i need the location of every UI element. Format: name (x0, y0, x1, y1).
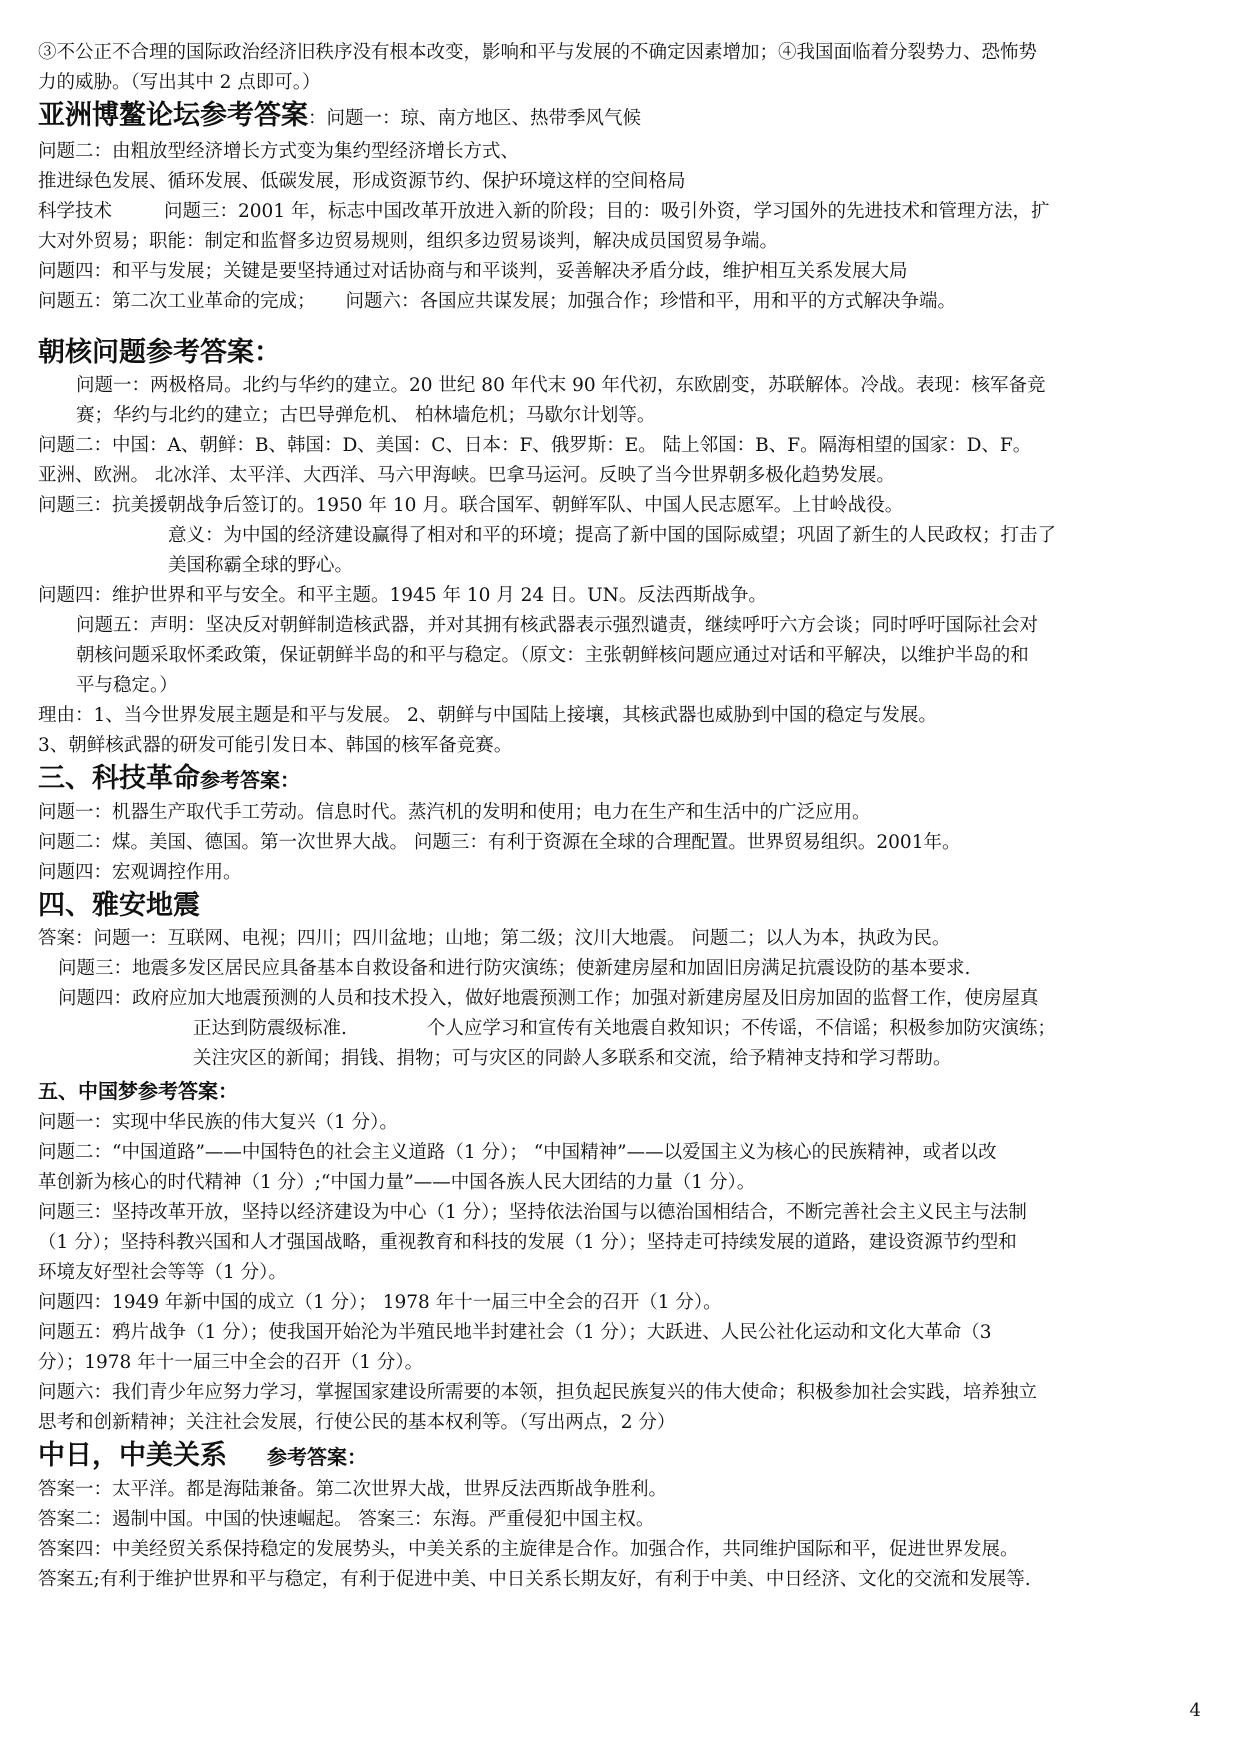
answer-line: 亚洲、欧洲。 北冰洋、太平洋、大西洋、马六甲海峡。巴拿马运河。反映了当今世界朝多极化趋势发展。 (38, 465, 895, 486)
answer-line: 问题二：“中国道路”——中国特色的社会主义道路（1 分）； “中国精神”——以爱国主义为核心的民族精神，或者以改 (38, 1142, 997, 1163)
answer-line: 赛；华约与北约的建立；古巴导弹危机、 柏林墙危机；马歇尔计划等。 (76, 405, 656, 426)
answer-line: 理由：1、当今世界发展主题是和平与发展。 2、朝鲜与中国陆上接壤，其核武器也威胁到中国的稳定与发展。 (38, 705, 937, 726)
heading-tail: 参考答案： (267, 1445, 367, 1469)
answer-line: 意义：为中国的经济建设赢得了相对和平的环境；提高了新中国的国际威望；巩固了新生的人民政权；打击了 (168, 525, 1057, 546)
page-number: 4 (1189, 1700, 1201, 1721)
answer-line: 问题四：宏观调控作用。 (38, 862, 242, 883)
answer-fragment: 科学技术 (38, 201, 113, 222)
section-heading-nuclear: 朝核问题参考答案： (38, 337, 281, 368)
answer-fragment: 问题五：第二次工业革命的完成； (38, 291, 316, 312)
answer-line (38, 1014, 1201, 1044)
answer-line: 问题二：由粗放型经济增长方式变为集约型经济增长方式、 (38, 141, 520, 162)
answer-line: 答案一：太平洋。都是海陆兼备。第二次世界大战，世界反法西斯战争胜利。 (38, 1479, 668, 1500)
answer-line: 美国称霸全球的野心。 (168, 555, 354, 576)
answer-line: 答案五;有利于维护世界和平与稳定，有利于促进中美、中日关系长期友好，有利于中美、中日经济、文化的交流和发展等. (38, 1569, 1031, 1590)
heading-text: 中日，中美关系 (38, 1440, 227, 1471)
answer-line: 大对外贸易；职能：制定和监督多边贸易规则，组织多边贸易谈判，解决成员国贸易争端。 (38, 231, 779, 252)
answer-line: 问题六：我们青少年应努力学习，掌握国家建设所需要的本领，担负起民族复兴的伟大使命；积极参加社会实践，培养独立 (38, 1382, 1038, 1403)
answer-fragment: 个人应学习和宣传有关地震自救知识；不传谣，不信谣；积极参加防灾演练； (426, 1018, 1056, 1039)
answer-line: 革创新为核心的时代精神（1 分）;“中国力量”——中国各族人民大团结的力量（1 分）。 (38, 1172, 756, 1193)
answer-line: 问题四：维护世界和平与安全。和平主题。1945 年 10 月 24 日。UN。反法西斯战争。 (38, 585, 767, 606)
answer-line: 问题三：地震多发区居民应具备基本自救设备和进行防灾演练；使新建房屋和加固旧房满足抗震设防的基本要求. (58, 958, 971, 979)
answer-fragment: 问题六：各国应共谋发展；加强合作；珍惜和平，用和平的方式解决争端。 (345, 291, 957, 312)
answer-line: 平与稳定。） (76, 675, 178, 696)
answer-line: 朝核问题采取怀柔政策，保证朝鲜半岛的和平与稳定。（原文：主张朝鲜核问题应通过对话和平解决，以维护半岛的和 (76, 645, 1029, 666)
answer-line: 问题二：煤。美国、德国。第一次世界大战。 问题三：有利于资源在全球的合理配置。世界贸易组织。2001年。 (38, 832, 961, 853)
answer-line: （1 分）；坚持科教兴国和人才强国战略，重视教育和科技的发展（1 分）；坚持走可持续发展的道路，建设资源节约型和 (38, 1232, 1017, 1253)
answer-line (38, 197, 1201, 227)
answer-line: 推进绿色发展、循环发展、低碳发展，形成资源节约、保护环境这样的空间格局 (38, 171, 686, 192)
section-heading-boao (38, 98, 1201, 137)
section-heading-quake: 四、雅安地震 (38, 890, 200, 921)
heading-text: 亚洲博鳌论坛参考答案 (38, 100, 308, 131)
section-heading-tech (38, 761, 1201, 798)
heading-tail: ：问题一：琼、南方地区、热带季风气候 (308, 108, 642, 129)
answer-line: 答案：问题一：互联网、电视；四川；四川盆地；山地；第二级；汶川大地震。 问题二；以人为本，执政为民。 (38, 928, 951, 949)
answer-line: 答案二：遏制中国。中国的快速崛起。 答案三：东海。严重侵犯中国主权。 (38, 1509, 655, 1530)
answer-line: 问题一：两极格局。北约与华约的建立。20 世纪 80 年代末 90 年代初，东欧剧变，苏联解体。冷战。表现：核军备竞 (76, 375, 1046, 396)
answer-line: 问题一：实现中华民族的伟大复兴（1 分）。 (38, 1112, 398, 1133)
section-heading-dream: 五、中国梦参考答案： (38, 1079, 238, 1103)
answer-line: 问题五：声明：坚决反对朝鲜制造核武器，并对其拥有核武器表示强烈谴责，继续呼吁六方会谈；同时呼吁国际社会对 (76, 615, 1039, 636)
section-heading-relations (38, 1438, 1201, 1475)
answer-fragment: 正达到防震级标准. (193, 1018, 347, 1039)
answer-line: 问题二：中国：A、朝鲜：B、韩国：D、美国：C、日本：F、俄罗斯：E。 陆上邻国：B、F。隔海相望的国家：D、F。 (38, 435, 1032, 456)
intro-line: ③不公正不合理的国际政治经济旧秩序没有根本改变，影响和平与发展的不确定因素增加；④我国面临着分裂势力、恐怖势 (38, 42, 1038, 63)
answer-line: 问题四：1949 年新中国的成立（1 分）； 1978 年十一届三中全会的召开（1 分）。 (38, 1292, 722, 1313)
answer-line (38, 287, 1201, 317)
answer-line: 问题五：鸦片战争（1 分）；使我国开始沦为半殖民地半封建社会（1 分）；大跃进、人民公社化运动和文化大革命（3 (38, 1322, 992, 1343)
answer-line: 环境友好型社会等等（1 分）。 (38, 1262, 287, 1283)
answer-line: 分）；1978 年十一届三中全会的召开（1 分）。 (38, 1352, 424, 1373)
answer-line: 答案四：中美经贸关系保持稳定的发展势头，中美关系的主旋律是合作。加强合作，共同维护国际和平，促进世界发展。 (38, 1539, 1019, 1560)
answer-line: 问题三：坚持改革开放，坚持以经济建设为中心（1 分）；坚持依法治国与以德治国相结合，不断完善社会主义民主与法制 (38, 1202, 1027, 1223)
answer-line: 问题三：抗美援朝战争后签订的。1950 年 10 月。联合国军、朝鲜军队、中国人民志愿军。上甘岭战役。 (38, 495, 904, 516)
answer-fragment: 问题三：2001 年，标志中国改革开放进入新的阶段；目的：吸引外资，学习国外的先进技术和管理方法，扩 (164, 201, 1050, 222)
answer-line: 问题四：和平与发展；关键是要坚持通过对话协商与和平谈判，妥善解决矛盾分歧，维护相互关系发展大局 (38, 261, 908, 282)
answer-line: 问题四：政府应加大地震预测的人员和技术投入，做好地震预测工作；加强对新建房屋及旧房加固的监督工作，使房屋真 (58, 988, 1039, 1009)
answer-line: 关注灾区的新闻；捐钱、捐物；可与灾区的同龄人多联系和交流，给予精神支持和学习帮助。 (193, 1048, 952, 1069)
heading-tail: 参考答案： (200, 768, 300, 792)
intro-line: 力的威胁。（写出其中 2 点即可。） (38, 72, 321, 93)
answer-line: 3、朝鲜核武器的研发可能引发日本、韩国的核军备竞赛。 (38, 735, 513, 756)
heading-text: 三、科技革命 (38, 763, 200, 794)
answer-line: 思考和创新精神；关注社会发展，行使公民的基本权利等。（写出两点，2 分） (38, 1412, 676, 1433)
answer-line: 问题一：机器生产取代手工劳动。信息时代。蒸汽机的发明和使用；电力在生产和生活中的广泛应用。 (38, 802, 871, 823)
